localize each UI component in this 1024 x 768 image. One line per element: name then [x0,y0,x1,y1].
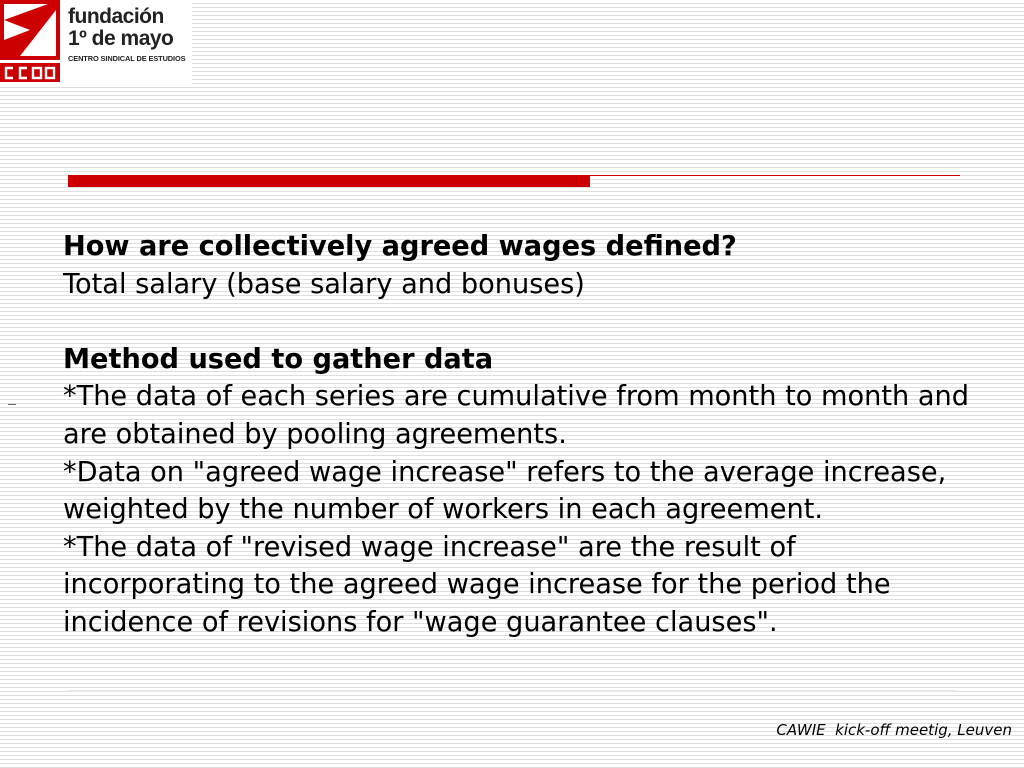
ccoo-logo-icon [0,0,62,82]
wage-definition-text: Total salary (base salary and bonuses) [63,268,585,300]
method-paragraph-1: *The data of each series are cumulative from month to month and are obtained by pooling agreements. [63,381,978,450]
method-paragraph-3: *The data of "revised wage increase" are the result of incorporating to the agreed wage increase for the period the incidence of revisions for "wage guarantee clauses". [63,531,900,638]
heading-method: Method used to gather data [63,343,494,375]
logo-line-2: 1º de mayo [68,27,174,50]
paragraph-spacer [63,303,973,341]
method-paragraph-2: *Data on "agreed wage increase" refers to the average increase, weighted by the number of workers in each agreement. [63,456,955,526]
margin-dash [8,404,16,405]
slide-body [63,228,978,642]
footer-divider [68,690,956,692]
title-accent-line [590,175,960,176]
logo-line-1: fundación [68,5,164,28]
logo-line-3: CENTRO SINDICAL DE ESTUDIOS [68,54,186,63]
footer-caption: CAWIE kick-off meetig, Leuven [776,721,1012,739]
heading-wage-definition: How are collectively agreed wages defined? [63,231,737,262]
title-accent-bar [68,175,590,187]
logo-wordmark [68,6,192,64]
fundacion-1-de-mayo-logo [0,0,192,84]
